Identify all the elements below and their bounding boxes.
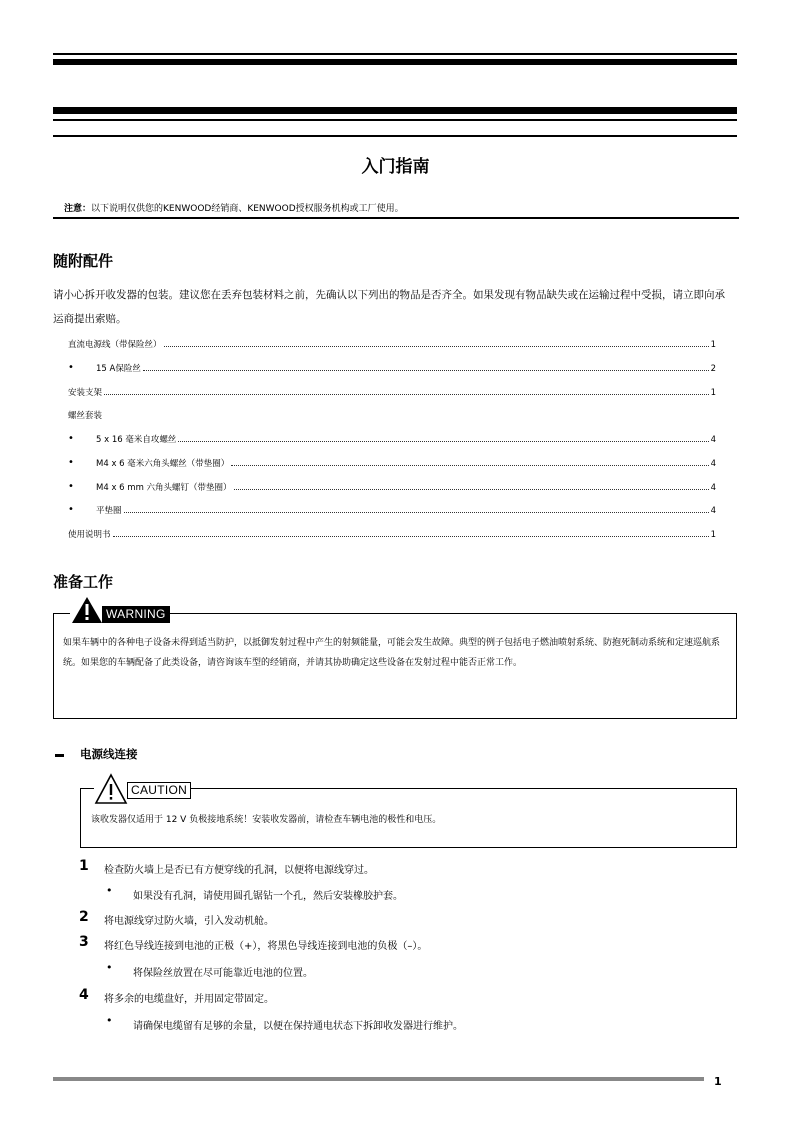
- top-rule-4: [53, 119, 737, 121]
- leader-dots: [234, 489, 709, 490]
- step-number: 3: [79, 934, 89, 950]
- leader-dots: [104, 394, 709, 395]
- top-rule-2: [53, 59, 737, 65]
- step-text: 将红色导线连接到电池的正极（+），将黑色导线连接到电池的负极（–）。: [104, 941, 428, 952]
- leader-dots: [143, 370, 709, 371]
- accessory-item: [68, 407, 716, 421]
- accessory-qty: 1: [710, 340, 716, 350]
- footer-rule: [53, 1077, 704, 1081]
- accessory-label: M4 x 6 毫米六角头螺丝（带垫圈）: [96, 459, 230, 469]
- accessory-label: 直流电源线（带保险丝）: [68, 340, 162, 350]
- bullet-icon: •: [106, 884, 113, 897]
- leader-dots: [231, 465, 708, 466]
- step-number: 4: [79, 987, 89, 1003]
- bullet-icon: •: [106, 961, 113, 974]
- dealer-note: [64, 201, 404, 214]
- accessory-qty: 4: [710, 483, 716, 493]
- bullet-icon: •: [68, 457, 74, 468]
- accessory-label: 使用说明书: [68, 530, 111, 540]
- accessory-item: [68, 479, 716, 493]
- section-dash-icon: [55, 754, 64, 757]
- accessory-qty: 4: [710, 435, 716, 445]
- accessory-label: 平垫圈: [96, 506, 122, 516]
- supplied-paragraph: 请小心拆开收发器的包装。建议您在丢弃包装材料之前，先确认以下列出的物品是否齐全。如果发现有物品缺失或在运输过程中受损，请立即向承运商提出索赔。: [53, 289, 725, 325]
- step-subtext: 请确保电缆留有足够的余量，以便在保持通电状态下拆卸收发器进行维护。: [133, 1021, 463, 1032]
- accessory-label: M4 x 6 mm 六角头螺钉（带垫圈）: [96, 483, 232, 493]
- caution-text: 该收发器仅适用于 12 V 负极接地系统！安装收发器前，请检查车辆电池的极性和电压。: [91, 815, 442, 825]
- caution-label: CAUTION: [127, 782, 191, 799]
- accessory-label: 安装支架: [68, 388, 103, 398]
- leader-dots: [113, 536, 709, 537]
- warning-label: WARNING: [102, 606, 170, 623]
- accessory-label: 螺丝套装: [68, 411, 103, 421]
- accessory-item: [68, 431, 716, 445]
- accessory-qty: 4: [710, 506, 716, 516]
- note-text: 以下说明仅供您的KENWOOD经销商、KENWOOD授权服务机构或工厂使用。: [91, 204, 404, 214]
- bullet-icon: •: [68, 362, 74, 373]
- warning-icon: [70, 595, 104, 625]
- accessory-item: [68, 360, 716, 374]
- accessory-item: [68, 384, 716, 398]
- step-number: 1: [79, 858, 89, 874]
- leader-dots: [164, 346, 709, 347]
- page-number: 1: [714, 1075, 722, 1088]
- top-rule-3: [53, 107, 737, 114]
- power-heading: 电源线连接: [80, 747, 138, 761]
- accessory-qty: 4: [710, 459, 716, 469]
- preparation-heading: 准备工作: [53, 573, 114, 591]
- step-subtext: 如果没有孔洞，请使用圆孔锯钻一个孔，然后安装橡胶护套。: [133, 891, 403, 902]
- note-rule: [53, 217, 739, 219]
- supplied-heading: 随附配件: [53, 252, 114, 270]
- note-label: 注意：: [64, 204, 92, 214]
- accessory-label: 15 A保险丝: [96, 364, 141, 374]
- step-number: 2: [79, 909, 89, 925]
- leader-dots: [124, 512, 709, 513]
- accessory-item: [68, 336, 716, 350]
- accessory-qty: 2: [710, 364, 716, 374]
- step-subtext: 将保险丝放置在尽可能靠近电池的位置。: [133, 968, 313, 979]
- top-rule-5: [53, 135, 737, 137]
- leader-dots: [178, 441, 708, 442]
- accessory-item: [68, 526, 716, 540]
- step-text: 将电源线穿过防火墙，引入发动机舱。: [104, 916, 274, 927]
- step-text: 检查防火墙上是否已有方便穿线的孔洞，以便将电源线穿过。: [104, 865, 374, 876]
- top-rule-1: [53, 53, 737, 55]
- page-title: 入门指南: [361, 157, 430, 177]
- bullet-icon: •: [68, 433, 74, 444]
- accessory-item: [68, 455, 716, 469]
- warning-text: 如果车辆中的各种电子设备未得到适当防护，以抵御发射过程中产生的射频能量，可能会发生故障。典型的例子包括电子燃油喷射系统、防抱死制动系统和定速巡航系统。如果您的车辆配备了此类设备，请咨询该车型的经销商，并请其协助确定这些设备在发射过程中能否正常工作。: [63, 638, 721, 668]
- bullet-icon: •: [68, 504, 74, 515]
- accessory-label: 5 x 16 毫米自攻螺丝: [96, 435, 177, 445]
- accessory-item: [68, 502, 716, 516]
- bullet-icon: •: [106, 1014, 113, 1027]
- accessory-qty: 1: [710, 388, 716, 398]
- caution-icon: [94, 773, 128, 805]
- bullet-icon: •: [68, 481, 74, 492]
- accessory-qty: 1: [710, 530, 716, 540]
- step-text: 将多余的电缆盘好，并用固定带固定。: [104, 994, 274, 1005]
